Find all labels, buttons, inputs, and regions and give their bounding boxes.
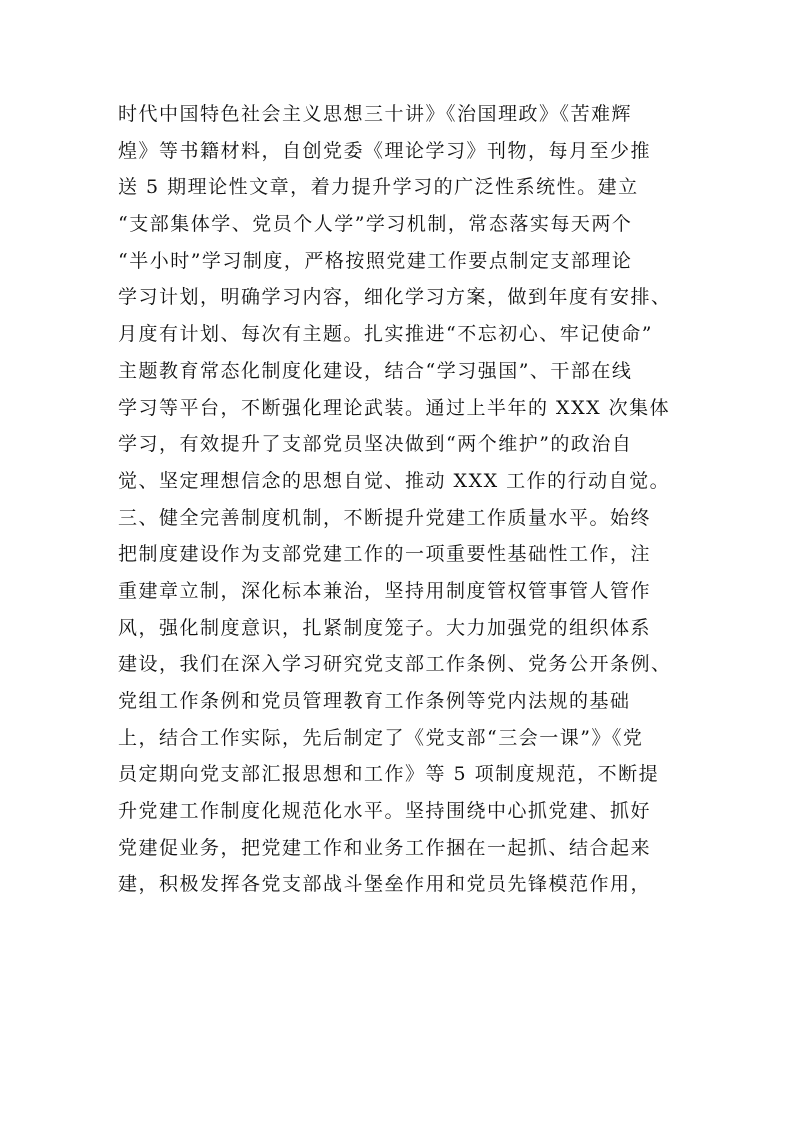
- section-heading-line: 三、健全完善制度机制，不断提升党建工作质量水平。始终: [118, 506, 652, 529]
- text-line: 党建促业务，把党建工作和业务工作捆在一起抓、结合起来: [118, 836, 652, 859]
- text-line: 把制度建设作为支部党建工作的一项重要性基础性工作，注: [118, 543, 652, 566]
- text-line: 风，强化制度意识，扎紧制度笼子。大力加强党的组织体系: [118, 616, 652, 639]
- text-line: 党组工作条例和党员管理教育工作条例等党内法规的基础: [118, 690, 631, 712]
- text-line: 学习等平台，不断强化理论武装。通过上半年的 XXX 次集体: [118, 396, 671, 419]
- text-line: “支部集体学、党员个人学”学习机制，常态落实每天两个: [118, 213, 633, 236]
- text-line: 建设，我们在深入学习研究党支部工作条例、党务公开条例、: [118, 653, 672, 676]
- text-line: 月度有计划、每次有主题。扎实推进“不忘初心、牢记使命”: [118, 323, 653, 346]
- text-line: 学习计划，明确学习内容，细化学习方案，做到年度有安排、: [118, 286, 672, 309]
- text-line: 煌》等书籍材料，自创党委《理论学习》刊物，每月至少推: [118, 139, 652, 162]
- text-line: 送 5 期理论性文章，着力提升学习的广泛性系统性。建立: [118, 176, 639, 199]
- text-line: 员定期向党支部汇报思想和工作》等 5 项制度规范，不断提: [118, 763, 660, 786]
- text-line: 升党建工作制度化规范化水平。坚持围绕中心抓党建、抓好: [118, 800, 652, 823]
- text-line: 学习，有效提升了支部党员坚决做到“两个维护”的政治自: [118, 433, 633, 456]
- text-line: 主题教育常态化制度化建设，结合“学习强国”、干部在线: [118, 359, 633, 382]
- text-line: 重建章立制，深化标本兼治，坚持用制度管权管事管人管作: [118, 579, 652, 602]
- text-line: 上，结合工作实际，先后制定了《党支部“三会一课”》《党: [118, 726, 644, 749]
- text-line: 建，积极发挥各党支部战斗堡垒作用和党员先锋模范作用，: [118, 873, 652, 896]
- text-line: 觉、坚定理想信念的思想自觉、推动 XXX 工作的行动自觉。: [118, 469, 671, 492]
- body-text: [118, 96, 690, 903]
- text-line: “半小时”学习制度，严格按照党建工作要点制定支部理论: [118, 249, 633, 272]
- text-line: 时代中国特色社会主义思想三十讲》《治国理政》《苦难辉: [118, 103, 633, 125]
